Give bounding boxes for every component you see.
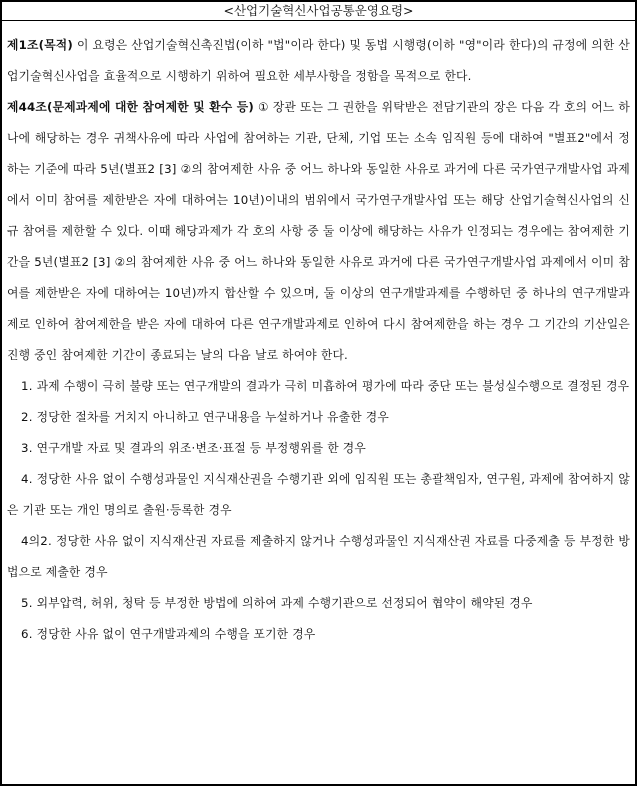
list-item: 5. 외부압력, 허위, 청탁 등 부정한 방법에 의하여 과제 수행기관으로 선정되어 협약이 해약된 경우 xyxy=(21,596,533,610)
document-title: <산업기술혁신사업공통운영요령> xyxy=(2,2,635,21)
article-1-heading: 제1조(목적) xyxy=(7,38,73,52)
article-44-heading: 제44조(문제과제에 대한 참여제한 및 환수 등) xyxy=(7,100,254,114)
list-item: 4. 정당한 사유 없이 수행성과물인 지식재산권을 수행기관 외에 임직원 또는 총괄책임자, 연구원, 과제에 참여하지 않은 기관 또는 개인 명의로 출원·등록한 경우 xyxy=(7,472,630,517)
article-1-text: 이 요령은 산업기술혁신촉진법(이하 "법"이라 한다) 및 동법 시행령(이하 "영"이라 한다)의 규정에 의한 산업기술혁신사업을 효율적으로 시행하기 위하여 필요한 세부사항을 정함을 목적으로 한다. xyxy=(7,38,630,83)
list-item: 6. 정당한 사유 없이 연구개발과제의 수행을 포기한 경우 xyxy=(21,627,316,641)
article-44 xyxy=(7,92,630,371)
article-44-text: ① 장관 또는 그 권한을 위탁받은 전담기관의 장은 다음 각 호의 어느 하나에 해당하는 경우 귀책사유에 따라 사업에 참여하는 기관, 단체, 기업 또는 소속 임직원 등에 대하여 "별표2"에서 정하는 기준에 따라 5년(별표2 [3] ②의 참여제한 사유 중 어느 하나와 동일한 사유로 과거에 다른 국가연구개발사업 과제에서 이미 참여를 제한받은 자에 대하여는 10년)이내의 범위에서 국가연구개발사업 또는 해당 산업기술혁신사업의 신규 참여를 제한할 수 있다. 이때 해당과제가 각 호의 사항 중 둘 이상에 해당하는 사유가 인정되는 경우에는 참여제한 기간을 5년(별표2 [3] ②의 참여제한 사유 중 어느 하나와 동일한 사유로 과거에 다른 국가연구개발사업 과제에서 이미 참여를 제한받은 자에 대하여는 10년)까지 합산할 수 있으며, 둘 이상의 연구개발과제를 수행하던 중 하나의 연구개발과제로 인하여 참여제한을 받은 자에 대하여 다른 연구개발과제로 인하여 다시 참여제한을 하는 경우 그 기간의 기산일은 진행 중인 참여제한 기간이 종료되는 날의 다음 날로 하여야 한다. xyxy=(7,100,630,362)
list-item: 3. 연구개발 자료 및 결과의 위조·변조·표절 등 부정행위를 한 경우 xyxy=(21,441,367,455)
document-body xyxy=(2,21,635,650)
article-1 xyxy=(7,30,630,92)
list-item: 4의2. 정당한 사유 없이 지식재산권 자료를 제출하지 않거나 수행성과물인 지식재산권 자료를 다중제출 등 부정한 방법으로 제출한 경우 xyxy=(7,534,630,579)
list-item: 1. 과제 수행이 극히 불량 또는 연구개발의 결과가 극히 미흡하여 평가에 따라 중단 또는 불성실수행으로 결정된 경우 xyxy=(21,379,630,393)
list-item: 2. 정당한 절차를 거치지 아니하고 연구내용을 누설하거나 유출한 경우 xyxy=(21,410,389,424)
